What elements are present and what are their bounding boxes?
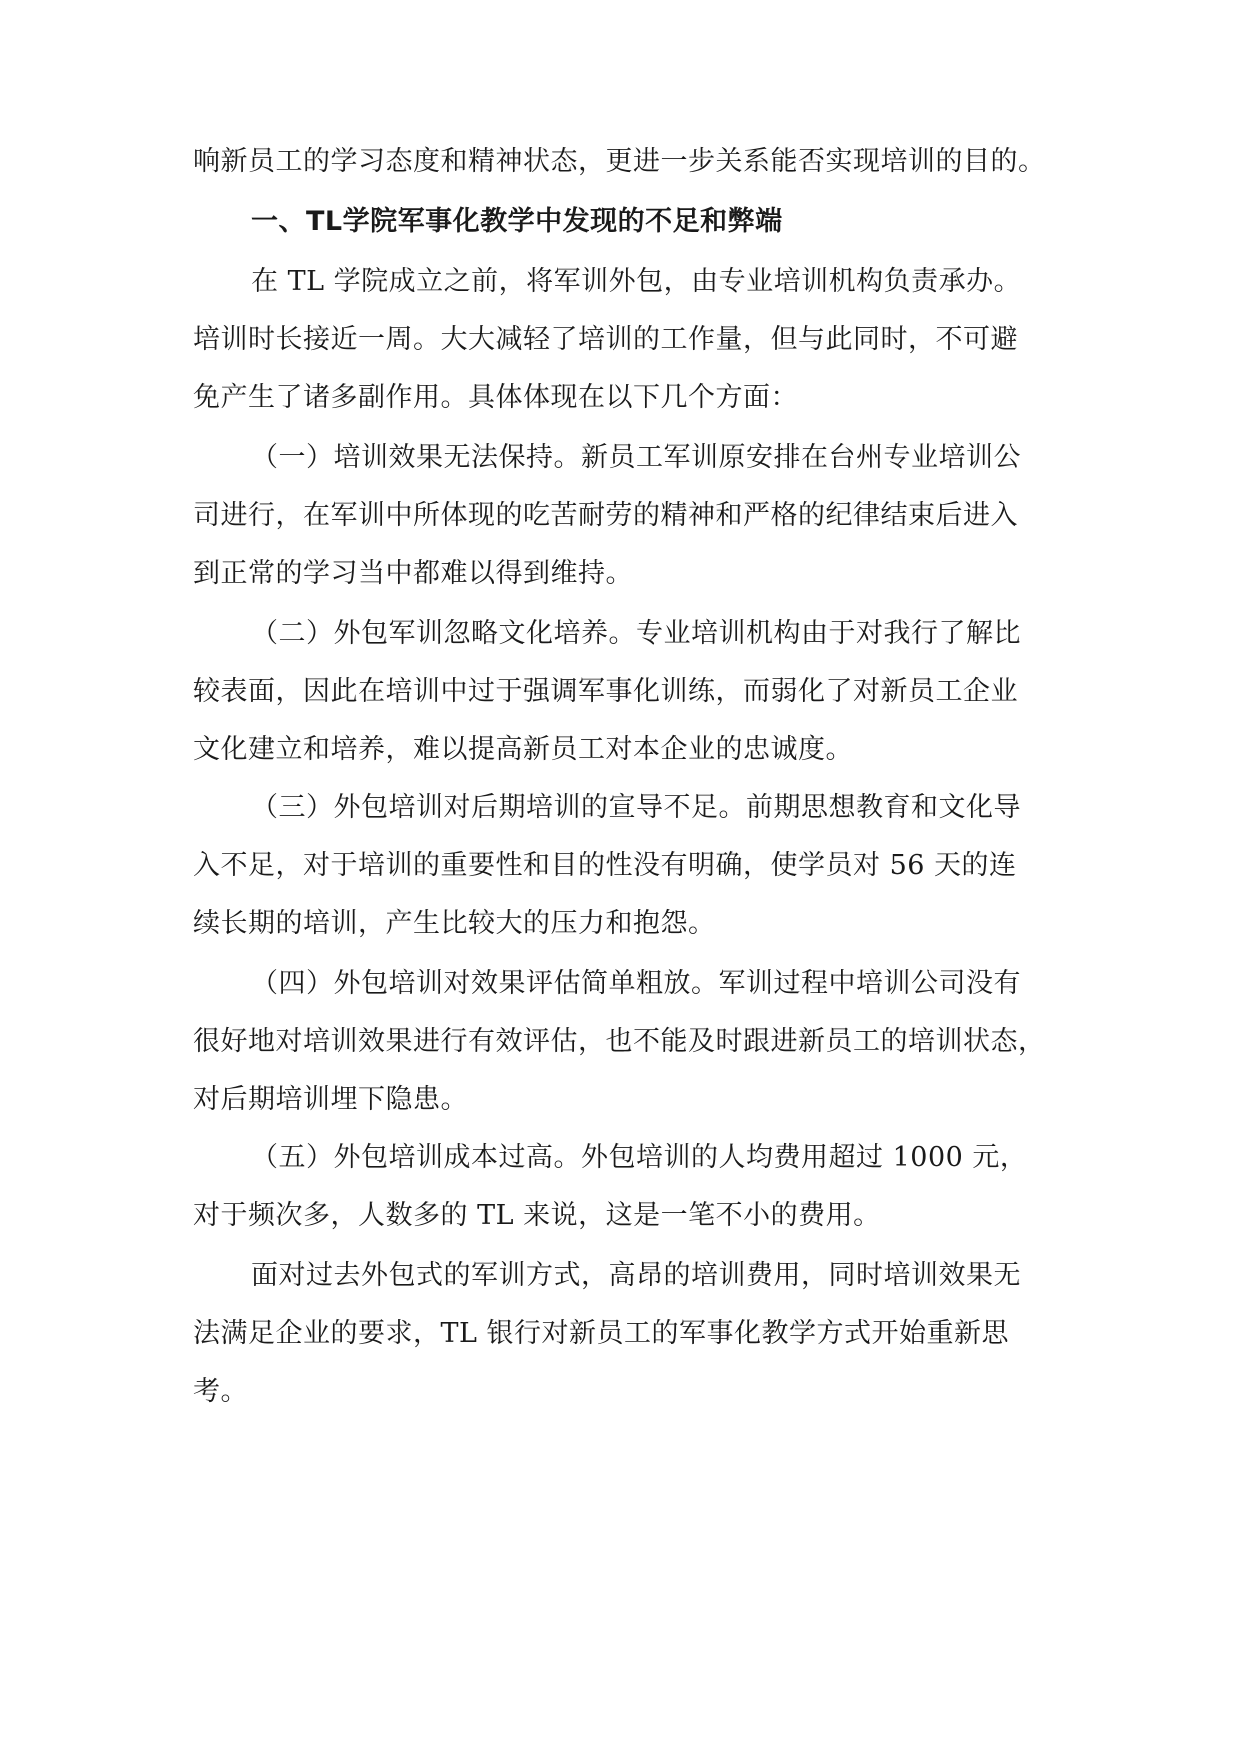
paragraph-intro-line: 免产生了诸多副作用。具体体现在以下几个方面： (193, 382, 798, 413)
point-two-line: 较表面，因此在培训中过于强调军事化训练，而弱化了对新员工企业 (193, 676, 1018, 707)
point-four-line: （四）外包培训对效果评估简单粗放。军训过程中培训公司没有 (251, 968, 1021, 999)
point-three-line: 续长期的培训，产生比较大的压力和抱怨。 (193, 908, 716, 939)
point-three-line: 入不足，对于培训的重要性和目的性没有明确，使学员对 56 天的连 (193, 850, 1017, 881)
point-two-line: （二）外包军训忽略文化培养。专业培训机构由于对我行了解比 (251, 618, 1021, 649)
conclusion-line: 面对过去外包式的军训方式，高昂的培训费用，同时培训效果无 (251, 1260, 1021, 1291)
paragraph-intro-line: 培训时长接近一周。大大减轻了培训的工作量，但与此同时，不可避 (193, 324, 1018, 355)
point-one-line: 司进行，在军训中所体现的吃苦耐劳的精神和严格的纪律结束后进入 (193, 500, 1018, 531)
section-heading: 一、TL学院军事化教学中发现的不足和弊端 (251, 206, 783, 237)
point-four-line: 很好地对培训效果进行有效评估，也不能及时跟进新员工的培训状态， (193, 1026, 1046, 1057)
point-one-line: 到正常的学习当中都难以得到维持。 (193, 558, 633, 589)
point-two-line: 文化建立和培养，难以提高新员工对本企业的忠诚度。 (193, 734, 853, 765)
point-one-line: （一）培训效果无法保持。新员工军训原安排在台州专业培训公 (251, 442, 1021, 473)
paragraph-continuation-line: 响新员工的学习态度和精神状态，更进一步关系能否实现培训的目的。 (193, 146, 1046, 177)
point-five-line: （五）外包培训成本过高。外包培训的人均费用超过 1000 元， (251, 1142, 1028, 1173)
conclusion-line: 考。 (193, 1376, 248, 1407)
point-three-line: （三）外包培训对后期培训的宣导不足。前期思想教育和文化导 (251, 792, 1021, 823)
point-five-line: 对于频次多，人数多的 TL 来说，这是一笔不小的费用。 (193, 1200, 881, 1231)
conclusion-line: 法满足企业的要求，TL 银行对新员工的军事化教学方式开始重新思 (193, 1318, 1010, 1349)
point-four-line: 对后期培训埋下隐患。 (193, 1084, 468, 1115)
paragraph-intro-line: 在 TL 学院成立之前，将军训外包，由专业培训机构负责承办。 (251, 266, 1022, 297)
